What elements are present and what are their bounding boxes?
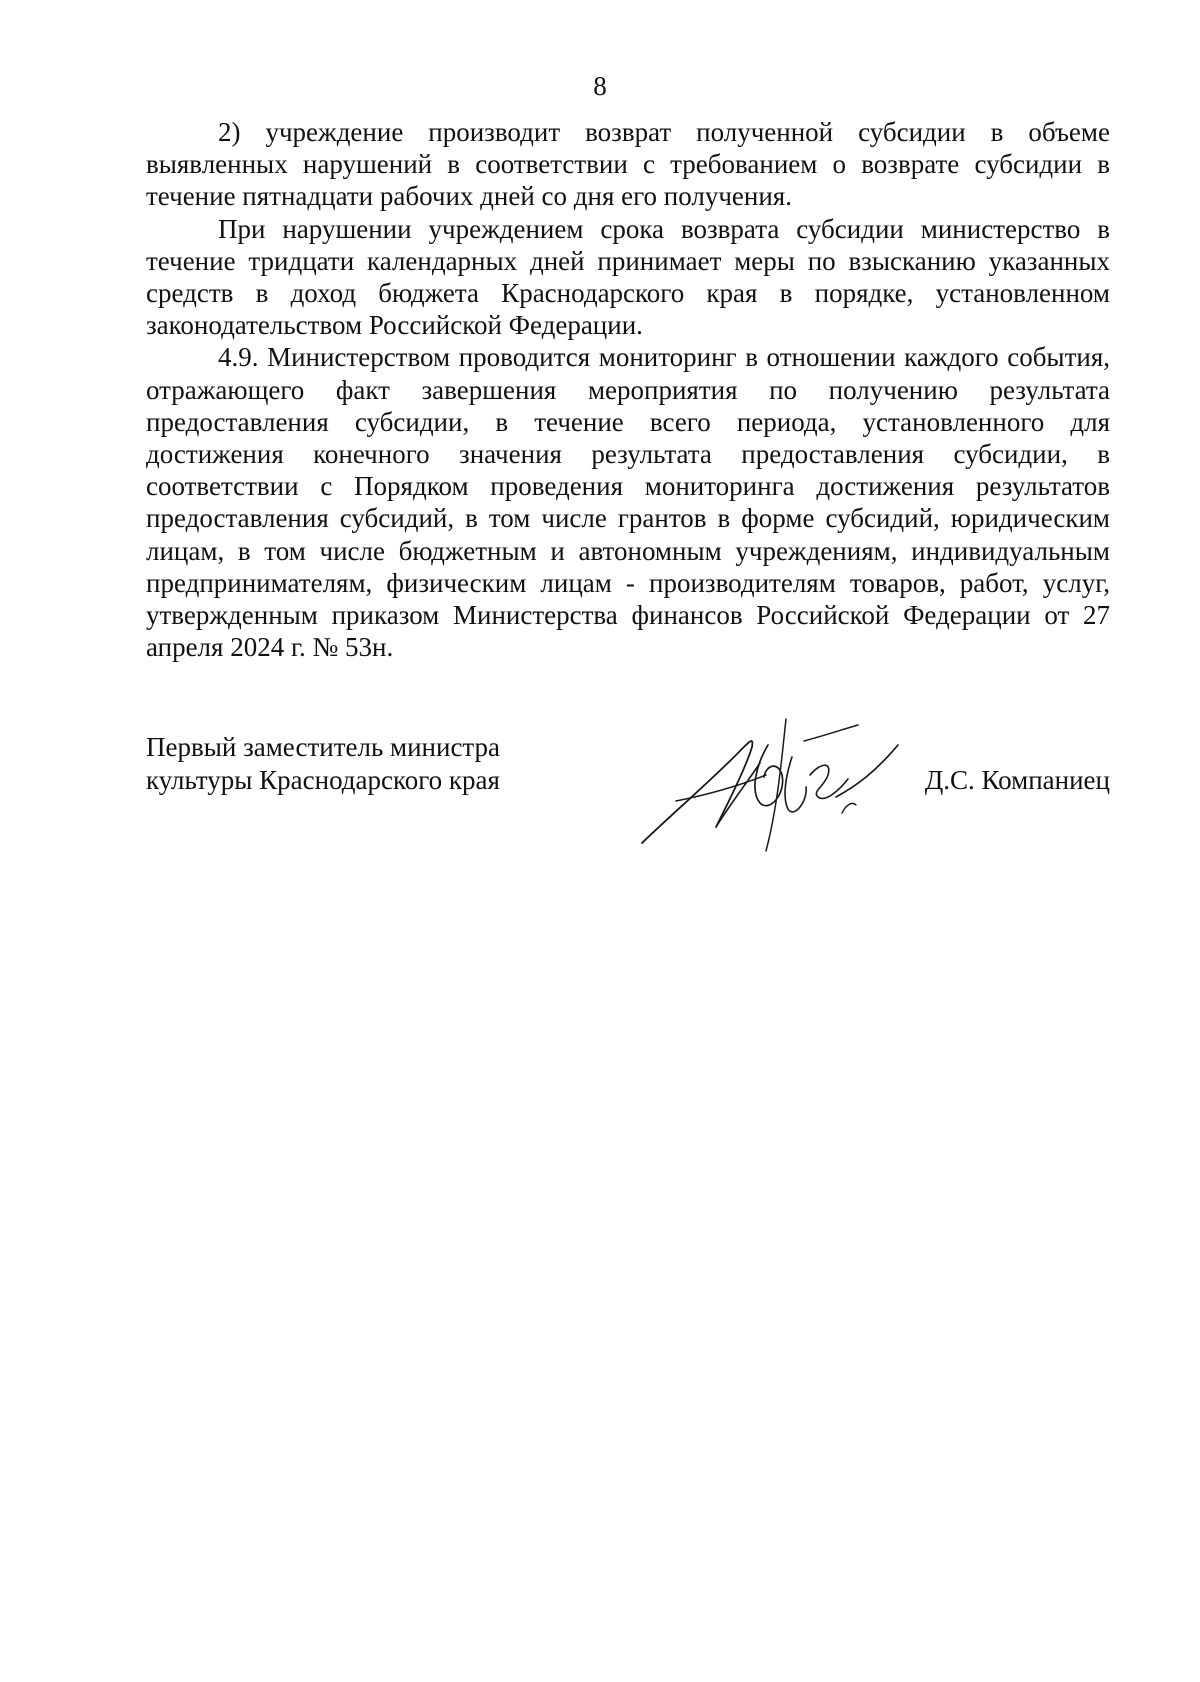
document-body bbox=[146, 116, 1110, 663]
paragraph-refund-violation: При нарушении учреждением срока возврата субсидии министерство в течение тридцати календарных дней принимает меры по взысканию указанных средств в доход бюджета Краснодарского края в порядке, установленном законодательством Российской Федерации. bbox=[146, 213, 1110, 341]
paragraph-monitoring: 4.9. Министерством проводится мониторинг в отношении каждого события, отражающего факт завершения мероприятия по получению результата предоставления субсидии, в течение всего периода, установленного для достижения конечного значения результата предоставления субсидии, в соответствии с Порядком проведения мониторинга достижения результатов предоставления субсидий, в том числе грантов в форме субсидий, юридическим лицам, в том числе бюджетным и автономным учреждениям, индивидуальным предпринимателям, физическим лицам - производителям товаров, работ, услуг, утвержденным приказом Министерства финансов Российской Федерации от 27 апреля 2024 г. № 53н. bbox=[146, 342, 1110, 663]
signer-position-line2: культуры Краснодарского края bbox=[146, 765, 500, 795]
signer-position bbox=[146, 731, 500, 797]
page-number: 8 bbox=[593, 71, 607, 101]
signer-position-line1: Первый заместитель министра bbox=[146, 732, 501, 762]
signer-name: Д.С. Компаниец bbox=[924, 765, 1110, 795]
signature-block bbox=[146, 731, 1110, 871]
handwritten-signature bbox=[636, 705, 906, 855]
paragraph-refund-obligation: 2) учреждение производит возврат полученной субсидии в объеме выявленных нарушений в соответствии с требованием о возврате субсидии в течение пятнадцати рабочих дней со дня его получения. bbox=[146, 117, 1110, 212]
